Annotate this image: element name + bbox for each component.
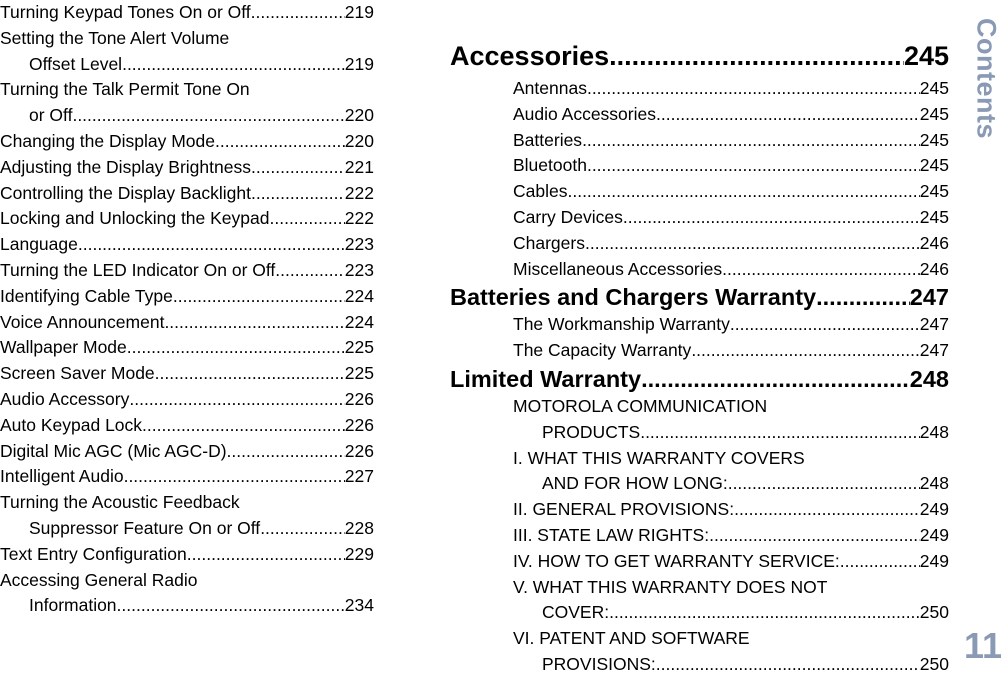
toc-entry-title: The Workmanship Warranty bbox=[513, 314, 730, 335]
toc-entry-title: Intelligent Audio bbox=[0, 466, 124, 487]
toc-entry-head: Turning the Talk Permit Tone On bbox=[0, 79, 250, 100]
dot-leader bbox=[728, 471, 920, 497]
toc-entry-page: 224 bbox=[344, 285, 374, 306]
toc-section-page: 245 bbox=[903, 41, 949, 71]
toc-entry-line bbox=[0, 258, 374, 284]
dot-leader bbox=[129, 387, 344, 413]
toc-section-title: Limited Warranty bbox=[450, 365, 642, 392]
toc-entry-head: Setting the Tone Alert Volume bbox=[0, 27, 230, 48]
toc-entry[interactable] bbox=[0, 464, 374, 490]
toc-entry[interactable] bbox=[513, 446, 949, 498]
dot-leader bbox=[641, 364, 910, 394]
toc-entry-page: 226 bbox=[344, 414, 374, 435]
toc-entry[interactable] bbox=[0, 310, 374, 336]
toc-entry-title: The Capacity Warranty bbox=[513, 340, 692, 361]
dot-leader bbox=[609, 600, 920, 626]
toc-entry-page: 248 bbox=[919, 421, 949, 442]
toc-entry-line bbox=[513, 231, 949, 257]
toc-entry-page: 223 bbox=[344, 234, 374, 255]
dot-leader bbox=[730, 312, 920, 338]
toc-entry-line bbox=[0, 310, 374, 336]
toc-entry-page: 245 bbox=[919, 103, 949, 124]
toc-entry-page: 227 bbox=[344, 466, 374, 487]
toc-entry[interactable] bbox=[513, 257, 949, 283]
toc-entry[interactable] bbox=[513, 523, 949, 549]
toc-entry-title: Carry Devices bbox=[513, 206, 623, 227]
toc-entry-page: 250 bbox=[919, 602, 949, 623]
toc-entry-title: Miscellaneous Accessories bbox=[513, 258, 723, 279]
toc-section-title: Batteries and Chargers Warranty bbox=[450, 284, 817, 311]
toc-entry[interactable] bbox=[513, 575, 949, 627]
toc-section-title: Accessories bbox=[450, 41, 610, 71]
toc-entry[interactable] bbox=[0, 26, 374, 78]
toc-subentries bbox=[450, 394, 949, 678]
dot-leader bbox=[656, 102, 920, 128]
toc-entry-line bbox=[513, 523, 949, 549]
toc-entry-title: Suppressor Feature On or Off bbox=[29, 517, 261, 538]
toc-entry-title: Antennas bbox=[513, 78, 587, 98]
toc-entry-line bbox=[513, 420, 949, 446]
dot-leader bbox=[709, 523, 920, 549]
toc-entry-line bbox=[513, 471, 949, 497]
toc-entry-page: 248 bbox=[919, 473, 949, 494]
toc-entry-title: Wallpaper Mode bbox=[0, 337, 127, 358]
toc-entry-head: Accessing General Radio bbox=[0, 569, 198, 590]
toc-entry-title: Information bbox=[29, 595, 117, 616]
toc-entry-line bbox=[0, 181, 374, 207]
toc-entry[interactable] bbox=[0, 439, 374, 465]
dot-leader bbox=[260, 516, 345, 542]
dot-leader bbox=[155, 361, 345, 387]
toc-entry-page: 249 bbox=[919, 524, 949, 545]
toc-entry-line bbox=[0, 284, 374, 310]
toc-entry[interactable] bbox=[0, 0, 374, 26]
toc-entry-line bbox=[0, 542, 374, 568]
toc-entry-line bbox=[0, 387, 374, 413]
toc-section-heading[interactable] bbox=[450, 36, 949, 76]
dot-leader bbox=[251, 155, 345, 181]
side-tab bbox=[963, 0, 1006, 669]
dot-leader bbox=[122, 52, 345, 78]
dot-leader bbox=[164, 310, 344, 336]
toc-entry[interactable] bbox=[0, 568, 374, 620]
dot-leader bbox=[840, 549, 920, 575]
toc-entry-page: 245 bbox=[919, 129, 949, 150]
toc-subentries bbox=[450, 312, 949, 364]
dot-leader bbox=[623, 205, 920, 231]
toc-section-heading[interactable] bbox=[450, 364, 949, 394]
toc-entry-title: Turning Keypad Tones On or Off bbox=[0, 2, 251, 22]
toc-entry-title: Audio Accessories bbox=[513, 103, 656, 124]
toc-entry[interactable] bbox=[513, 102, 949, 128]
toc-entry-title: III. STATE LAW RIGHTS: bbox=[513, 524, 710, 545]
toc-entry-line bbox=[0, 361, 374, 387]
toc-entry-page: 250 bbox=[919, 653, 949, 674]
toc-entry-page: 245 bbox=[919, 181, 949, 202]
toc-entry-line bbox=[0, 335, 374, 361]
toc-entry-page: 229 bbox=[344, 543, 374, 564]
toc-entry-page: 219 bbox=[344, 2, 374, 22]
toc-entry-line bbox=[0, 129, 374, 155]
toc-entry[interactable] bbox=[513, 626, 949, 678]
toc-entry-title: COVER: bbox=[542, 602, 610, 623]
dot-leader bbox=[587, 76, 920, 102]
toc-entry-head: I. WHAT THIS WARRANTY COVERS bbox=[513, 447, 805, 468]
toc-entry-head: Turning the Acoustic Feedback bbox=[0, 492, 240, 513]
toc-entry-page: 246 bbox=[919, 232, 949, 253]
toc-entry[interactable] bbox=[513, 338, 949, 364]
toc-entry-title: Screen Saver Mode bbox=[0, 363, 155, 384]
toc-entry-line bbox=[513, 102, 949, 128]
toc-entry-line bbox=[0, 593, 374, 619]
toc-entry[interactable] bbox=[0, 77, 374, 129]
dot-leader bbox=[609, 36, 904, 76]
toc-entry[interactable] bbox=[0, 335, 374, 361]
toc-section-line bbox=[450, 282, 949, 312]
toc-entry-line bbox=[513, 600, 949, 626]
dot-leader bbox=[251, 181, 345, 207]
dot-leader bbox=[251, 0, 345, 26]
dot-leader bbox=[722, 257, 920, 283]
dot-leader bbox=[587, 153, 920, 179]
toc-entry-title: Bluetooth bbox=[513, 155, 587, 176]
dot-leader bbox=[656, 652, 920, 678]
toc-entry[interactable] bbox=[0, 284, 374, 310]
toc-entry-title: Auto Keypad Lock bbox=[0, 414, 143, 435]
toc-entry-title: Changing the Display Mode bbox=[0, 130, 215, 151]
toc-entry[interactable] bbox=[0, 413, 374, 439]
toc-entry-line bbox=[513, 179, 949, 205]
toc-entry[interactable] bbox=[513, 205, 949, 231]
dot-leader bbox=[734, 497, 920, 523]
toc-entry-title: Batteries bbox=[513, 129, 583, 150]
toc-entry-page: 225 bbox=[344, 363, 374, 384]
toc-right-column bbox=[450, 36, 949, 678]
toc-entry[interactable] bbox=[513, 153, 949, 179]
toc-entry[interactable] bbox=[513, 497, 949, 523]
dot-leader bbox=[270, 206, 345, 232]
dot-leader bbox=[72, 103, 344, 129]
toc-entry[interactable] bbox=[513, 179, 949, 205]
toc-entry[interactable] bbox=[0, 232, 374, 258]
toc-entry-head: MOTOROLA COMMUNICATION bbox=[513, 395, 768, 416]
toc-entry-title: Chargers bbox=[513, 232, 585, 253]
toc-entry-line bbox=[513, 652, 949, 678]
toc-entry-line bbox=[0, 516, 374, 542]
toc-entry-line bbox=[0, 464, 374, 490]
toc-subentries bbox=[450, 76, 949, 282]
toc-section-page: 248 bbox=[909, 365, 949, 392]
toc-entry[interactable] bbox=[513, 312, 949, 338]
toc-entry[interactable] bbox=[0, 542, 374, 568]
toc-entry-page: 226 bbox=[344, 440, 374, 461]
toc-entry[interactable] bbox=[0, 155, 374, 181]
toc-entry-line bbox=[0, 155, 374, 181]
toc-entry-page: 249 bbox=[919, 550, 949, 571]
toc-entry-title: AND FOR HOW LONG: bbox=[542, 473, 728, 494]
toc-entry-page: 219 bbox=[344, 53, 374, 74]
toc-entry-page: 220 bbox=[344, 105, 374, 126]
toc-entry-title: PRODUCTS bbox=[542, 421, 641, 442]
toc-entry-title: Controlling the Display Backlight bbox=[0, 182, 251, 203]
toc-entry-title: Cables bbox=[513, 181, 568, 202]
dot-leader bbox=[78, 232, 345, 258]
toc-entry-page: 247 bbox=[919, 314, 949, 335]
toc-entry-line bbox=[0, 413, 374, 439]
toc-entry-line bbox=[513, 76, 949, 102]
toc-entry-head: V. WHAT THIS WARRANTY DOES NOT bbox=[513, 576, 828, 597]
toc-entry-title: Offset Level bbox=[29, 53, 123, 74]
toc-entry[interactable] bbox=[513, 128, 949, 154]
toc-entry-line bbox=[513, 128, 949, 154]
toc-entry-page: 220 bbox=[344, 130, 374, 151]
toc-entry-head: VI. PATENT AND SOFTWARE bbox=[513, 628, 750, 649]
toc-entry-page: 222 bbox=[344, 208, 374, 229]
dot-leader bbox=[582, 128, 920, 154]
dot-leader bbox=[187, 542, 345, 568]
toc-entry-page: 224 bbox=[344, 311, 374, 332]
dot-leader bbox=[127, 335, 345, 361]
toc-entry[interactable] bbox=[0, 387, 374, 413]
dot-leader bbox=[215, 129, 345, 155]
toc-entry-page: 249 bbox=[919, 499, 949, 520]
toc-entry-page: 223 bbox=[344, 259, 374, 280]
dot-leader bbox=[117, 593, 345, 619]
dot-leader bbox=[124, 464, 345, 490]
toc-entry-title: IV. HOW TO GET WARRANTY SERVICE: bbox=[513, 550, 840, 571]
toc-entry[interactable] bbox=[0, 361, 374, 387]
dot-leader bbox=[275, 258, 345, 284]
toc-entry[interactable] bbox=[0, 181, 374, 207]
toc-entry-line bbox=[513, 549, 949, 575]
dot-leader bbox=[142, 413, 345, 439]
toc-entry[interactable] bbox=[0, 490, 374, 542]
toc-entry[interactable] bbox=[0, 258, 374, 284]
toc-section-line bbox=[450, 36, 949, 76]
toc-entry-title: Locking and Unlocking the Keypad bbox=[0, 208, 270, 229]
toc-section-heading[interactable] bbox=[450, 282, 949, 312]
toc-entry-page: 221 bbox=[344, 156, 374, 177]
toc-entry-page: 245 bbox=[919, 78, 949, 98]
toc-entry-title: Identifying Cable Type bbox=[0, 285, 173, 306]
toc-entry-line bbox=[513, 497, 949, 523]
dot-leader bbox=[173, 284, 345, 310]
dot-leader bbox=[640, 420, 920, 446]
toc-entry-page: 222 bbox=[344, 182, 374, 203]
contents-tab-label: Contents bbox=[971, 18, 1002, 139]
toc-entry[interactable] bbox=[513, 231, 949, 257]
toc-entry-page: 234 bbox=[344, 595, 374, 616]
toc-entry-title: Audio Accessory bbox=[0, 388, 130, 409]
toc-entry-title: or Off bbox=[29, 105, 73, 126]
dot-leader bbox=[227, 439, 345, 465]
toc-entry-line bbox=[513, 257, 949, 283]
toc-entry-line bbox=[0, 232, 374, 258]
toc-entry-title: Turning the LED Indicator On or Off bbox=[0, 259, 276, 280]
toc-entry[interactable] bbox=[0, 206, 374, 232]
dot-leader bbox=[691, 338, 919, 364]
toc-entry-line bbox=[513, 338, 949, 364]
toc-entry-page: 226 bbox=[344, 388, 374, 409]
toc-entry[interactable] bbox=[513, 549, 949, 575]
dot-leader bbox=[567, 179, 919, 205]
dot-leader bbox=[585, 231, 920, 257]
toc-entry-line bbox=[513, 312, 949, 338]
dot-leader bbox=[816, 282, 910, 312]
toc-entry[interactable] bbox=[0, 129, 374, 155]
toc-entry[interactable] bbox=[513, 76, 949, 102]
toc-entry-line bbox=[513, 205, 949, 231]
toc-entry-title: Digital Mic AGC (Mic AGC-D) bbox=[0, 440, 227, 461]
toc-entry-line bbox=[0, 52, 374, 78]
toc-entry-title: Text Entry Configuration bbox=[0, 543, 187, 564]
toc-entry-line bbox=[513, 153, 949, 179]
toc-left-column bbox=[0, 0, 374, 619]
toc-entry-title: Adjusting the Display Brightness bbox=[0, 156, 251, 177]
toc-entry-line bbox=[0, 439, 374, 465]
toc-entry-line bbox=[0, 206, 374, 232]
toc-section-page: 247 bbox=[909, 284, 949, 311]
page-number: 11 bbox=[963, 625, 1002, 666]
toc-entry-line bbox=[0, 0, 374, 26]
toc-entry-title: Language bbox=[0, 234, 78, 255]
toc-entry[interactable] bbox=[513, 394, 949, 446]
toc-entry-page: 245 bbox=[919, 155, 949, 176]
toc-entry-page: 247 bbox=[919, 340, 949, 361]
toc-section-line bbox=[450, 364, 949, 394]
toc-entry-title: PROVISIONS: bbox=[542, 653, 656, 674]
toc-entry-title: Voice Announcement bbox=[0, 311, 165, 332]
toc-entry-title: II. GENERAL PROVISIONS: bbox=[513, 499, 735, 520]
toc-entry-page: 245 bbox=[919, 206, 949, 227]
toc-entry-line bbox=[0, 103, 374, 129]
toc-entry-page: 246 bbox=[919, 258, 949, 279]
toc-entry-page: 228 bbox=[344, 517, 374, 538]
toc-entry-page: 225 bbox=[344, 337, 374, 358]
